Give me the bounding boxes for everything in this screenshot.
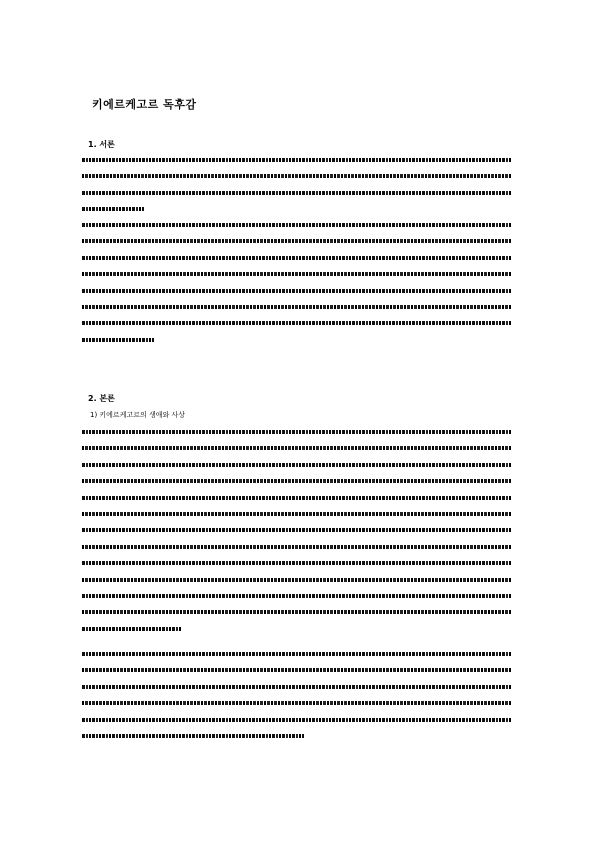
section-2-subheading: 1) 키에르케고르의 생애와 사상	[90, 411, 186, 419]
section-2-paragraph-2	[82, 652, 512, 750]
section-2-heading: 2. 본론	[88, 394, 115, 403]
section-2-paragraph-1	[82, 430, 512, 643]
section-1-paragraph-2	[82, 223, 512, 354]
section-1-heading: 1. 서론	[88, 140, 115, 149]
section-1-paragraph-1	[82, 158, 512, 224]
document-title: 키에르케고르 독후감	[92, 98, 197, 111]
